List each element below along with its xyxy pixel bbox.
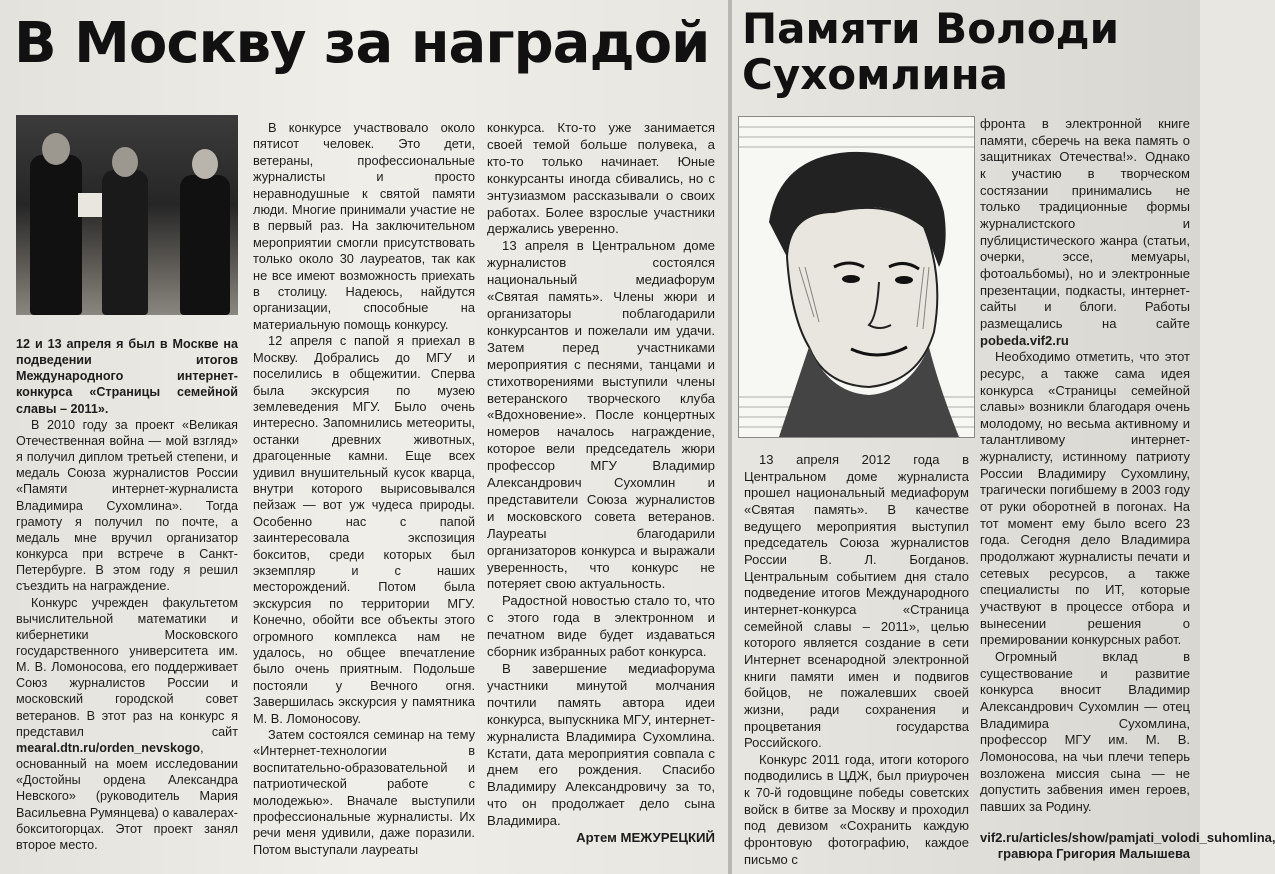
paragraph: Необходимо отметить, что этот ресурс, а также сама идея конкурса «Страницы семейной славы» возникли благодаря очень молодому, но весьма активному и талантливому интернет-журналисту, истинному патриоту России Владимиру Сухомлину, трагически погибшему в 2003 году от руки оборотней в погонах. На тот момент ему было всего 23 года. Сегодня дело Владимира продолжают журналисты печати и сетевых ресурсов, а также специалисты по ИТ, которые участвуют в процессе отбора и вынесении решения о премировании конкурсных работ.: [980, 349, 1190, 648]
portrait-engraving-svg: [739, 117, 974, 437]
left-article-title: В Москву за наградой: [14, 11, 710, 76]
paragraph-text: фронта в электронной книге памяти, сберечь на века память о защитниках Отечества!». Однако к участию в творческом состязании принимались не только традиционные формы журналистского и публицистического жанра (статьи, очерки, эссе, мемуары, фотоальбомы), но и электронные презентации, подкасты, интернет-сайты и блоги. Работы размещались на сайте: [980, 116, 1190, 331]
left-article-column-2: [253, 120, 475, 858]
paragraph: Конкурс 2011 года, итоги которого подводились в ЦДЖ, был приурочен к 70-й годовщине победы советских войск в битве за Москву и проходил под девизом «Сохранить каждую фронтовую фотографию, каждое письмо с: [744, 751, 969, 867]
paragraph: [980, 116, 1190, 349]
paragraph: 13 апреля в Центральном доме журналистов состоялся национальный медиафорум «Святая память». Члены жюри и организаторы поблагодарили конкурсантов и пожелали им удачи. Затем перед участниками мероприятия с песнями, танцами и стихотворениями выступили члены ветеранского творческого клуба «Вдохновение». После концертных номеров началось награждение, которое вели председатель жюри профессор МГУ Владимир Александрович Сухомлин и представители Союза журналистов и московского совета ветеранов. Лауреаты благодарили организаторов конкурса и выражали уверенность, что конкурс не потеряет свою актуальность.: [487, 238, 715, 592]
paragraph: Затем состоялся семинар на тему «Интернет-технологии в воспитательно-образовательной и патриотической работе с молодежью». Вначале выступили профессиональные журналисты. Их речи меня удивили, даже поразили. Потом выступали лауреаты: [253, 727, 475, 857]
site-url-link[interactable]: mearal.dtn.ru/orden_nevskogo: [16, 740, 201, 755]
source-url-link[interactable]: vif2.ru/articles/show/pamjati_volodi_suhomlina,: [980, 829, 1275, 845]
award-ceremony-photo: [16, 115, 238, 315]
paragraph-text: Конкурс учрежден факультетом вычислительной математики и кибернетики Московского государственного университета им. М. В. Ломоносова, его поддерживает Союз журналистов России и московский городской совет ветеранов. В этот раз на конкурс я представил сайт: [16, 595, 238, 739]
paragraph: конкурса. Кто-то уже занимается своей темой больше полувека, а кто-то только начинает. Юные конкурсанты иногда сбивались, но с энтузиазмом рассказывали о своих работах. Более взрослые участники держались уверенно.: [487, 120, 715, 237]
paragraph: В завершение медиафорума участники минутой молчания почтили память автора идеи конкурса, выпускника МГУ, интернет-журналиста Владимира Сухомлина. Кстати, дата мероприятия совпала с днем его рождения. Спасибо Владимиру Александровичу за то, что он продолжает дело сына Владимира.: [487, 661, 715, 829]
paragraph: 13 апреля 2012 года в Центральном доме журналиста прошел национальный медиафорум «Святая память». В качестве ведущего мероприятия выступил председатель Союза журналистов России В. Л. Богданов. Центральным событием дня стало подведение итогов Международного интернет-конкурса «Страница семейной славы – 2011», целью которого является создание в сети Интернет всенародной электронной книги памяти имен и подвигов бойцов, не пожалевших своей жизни, ради сохранения и процветания государства Российского.: [744, 452, 969, 751]
right-article-column-2: [980, 116, 1275, 863]
paragraph: [16, 595, 238, 854]
engraved-portrait: [738, 116, 975, 438]
left-article-column-1: [16, 336, 238, 853]
paragraph: В 2010 году за проект «Великая Отечественная война — мой взгляд» я получил диплом третьей степени, и медаль Союза журналистов России «Памяти интернет-журналиста Владимира Сухомлина». Тогда грамоту я получил по почте, а медаль мне вручил организатор конкурса при встрече в Санкт-Петербурге. В этом году я решил съездить на награждение.: [16, 417, 238, 594]
paragraph: В конкурсе участвовало около пятисот человек. Это дети, ветераны, профессиональные журналисты и просто неравнодушные к святой памяти люди. Многие принимали участие не в первый раз. На заключительном мероприятии смогли присутствовать только около 30 лауреатов, так как не все имеют возможность приехать в столицу. Надеюсь, найдутся организации, способные на материальную помощь конкурсу.: [253, 120, 475, 332]
paragraph-text: , основанный на моем исследовании «Достойны ордена Александра Невского» (руководитель Мария Васильевна Румянцева) о кавалерах-бокситогорцах. Этот проект занял второе место.: [16, 740, 238, 852]
article-lead: 12 и 13 апреля я был в Москве на подведении итогов Международного интернет-конкурса «Страницы семейной славы – 2011».: [16, 337, 238, 416]
author-signature: Артем МЕЖУРЕЦКИЙ: [576, 830, 715, 846]
paragraph: 12 апреля с папой я приехал в Москву. Добрались до МГУ и поселились в общежитии. Сперва была экскурсия по музею землеведения МГУ. Было очень интересно. Запомнились метеориты, останки древних животных, драгоценные камни. Еще всех удивил внушительный кусок кварца, внутри которого вырисовывался пейзаж — вот уж чудеса природы. Особенно нас с папой заинтересовала экспозиция бокситов, среди которых был экземпляр и с наших месторождений. Потом была экскурсия по территории МГУ. Конечно, обойти все объекты этого огромного комплекса нам не удалось, но общее впечатление было очень приятным. Подольше постояли у Вечного огня. Завершилась экскурсия у памятника М. В. Ломоносову.: [253, 333, 475, 726]
site-url-link[interactable]: pobeda.vif2.ru: [980, 332, 1069, 348]
paragraph: Радостной новостью стало то, что с этого года в электронном и печатном виде будет издаваться сборник избранных работ конкурса.: [487, 593, 715, 660]
right-article-title: Памяти Володи Сухомлина: [742, 4, 1120, 99]
paragraph: Огромный вклад в существование и развитие конкурса вносит Владимир Александрович Сухомлин — отец Владимира Сухомлина, профессор МГУ им. М. В. Ломоносова, на чьи плечи теперь возложена миссия сына — не допустить забвения имен героев, павших за Родину.: [980, 649, 1190, 814]
right-article-column-1: [744, 452, 969, 868]
engraving-credit: гравюра Григория Малышева: [997, 846, 1190, 862]
left-article-column-3: [487, 120, 715, 847]
column-divider: [728, 0, 732, 874]
